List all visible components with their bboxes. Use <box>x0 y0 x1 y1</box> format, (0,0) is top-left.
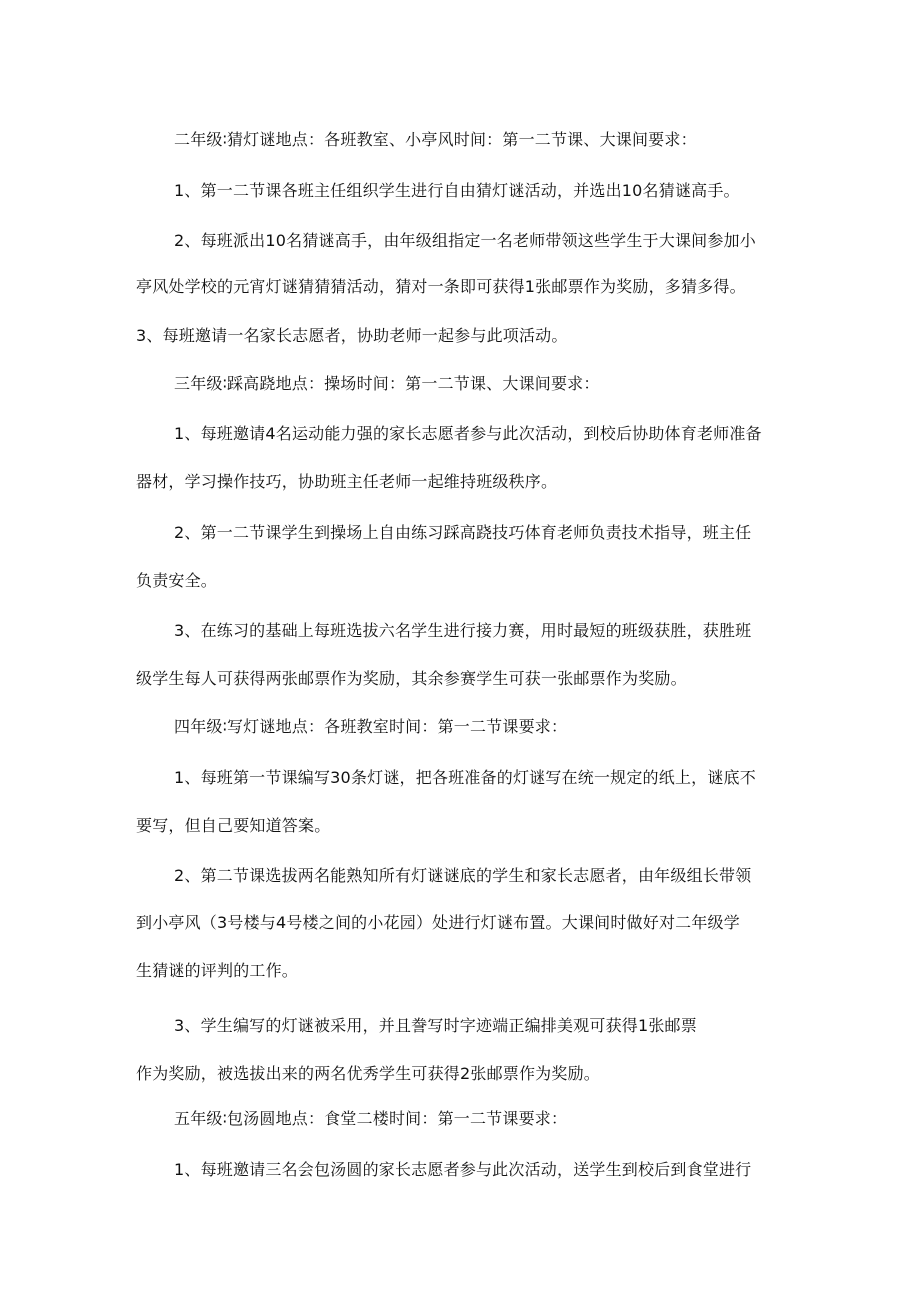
grade3-item-2-cont: 负责安全。 <box>136 571 218 590</box>
grade3-item-1-cont: 器材，学习操作技巧，协助班主任老师一起维持班级秩序。 <box>136 472 558 491</box>
grade3-heading: 三年级∶踩高跷地点：操场时间：第一二节课、大课间要求： <box>174 374 600 393</box>
grade3-item-2: 2、第一二节课学生到操场上自由练习踩高跷技巧体育老师负责技术指导，班主任 <box>174 523 752 542</box>
grade2-item-2: 2、每班派出10名猜谜高手，由年级组指定一名老师带领这些学生于大课间参加小 <box>174 231 756 250</box>
grade4-item-1-cont: 要写，但自己要知道答案。 <box>136 816 331 835</box>
grade4-item-3: 3、学生编写的灯谜被采用，并且誊写时字迹端正编排美观可获得1张邮票 <box>174 1016 697 1035</box>
grade2-item-2-cont: 亭风处学校的元宵灯谜猜猜猜活动，猜对一条即可获得1张邮票作为奖励，多猜多得。 <box>136 277 746 296</box>
grade4-item-2-cont-2: 生猜谜的评判的工作。 <box>136 961 299 980</box>
grade3-item-3: 3、在练习的基础上每班选拔六名学生进行接力赛，用时最短的班级获胜，获胜班 <box>174 621 752 640</box>
grade2-heading: 二年级∶猜灯谜地点：各班教室、小亭风时间：第一二节课、大课间要求： <box>174 130 697 149</box>
grade4-item-1: 1、每班第一节课编写30条灯谜，把各班准备的灯谜写在统一规定的纸上，谜底不 <box>174 768 756 787</box>
grade3-item-3-cont: 级学生每人可获得两张邮票作为奖励，其余参赛学生可获一张邮票作为奖励。 <box>136 669 687 688</box>
grade4-item-2: 2、第二节课选拔两名能熟知所有灯谜谜底的学生和家长志愿者，由年级组长带领 <box>174 866 752 885</box>
grade4-item-2-cont: 到小亭风（3号楼与4号楼之间的小花园）处进行灯谜布置。大课间时做好对二年级学 <box>136 913 740 932</box>
grade2-item-3: 3、每班邀请一名家长志愿者，协助老师一起参与此项活动。 <box>136 326 568 345</box>
grade5-item-1: 1、每班邀请三名会包汤圆的家长志愿者参与此次活动，送学生到校后到食堂进行 <box>174 1160 752 1179</box>
grade2-item-1: 1、第一二节课各班主任组织学生进行自由猜灯谜活动，并选出10名猜谜高手。 <box>174 181 740 200</box>
grade4-item-3-cont: 作为奖励，被选拔出来的两名优秀学生可获得2张邮票作为奖励。 <box>136 1064 600 1083</box>
grade5-heading: 五年级∶包汤圆地点：食堂二楼时间：第一二节课要求： <box>174 1109 568 1128</box>
grade4-heading: 四年级∶写灯谜地点：各班教室时间：第一二节课要求： <box>174 717 568 736</box>
grade3-item-1: 1、每班邀请4名运动能力强的家长志愿者参与此次活动，到校后协助体育老师准备 <box>174 424 762 443</box>
